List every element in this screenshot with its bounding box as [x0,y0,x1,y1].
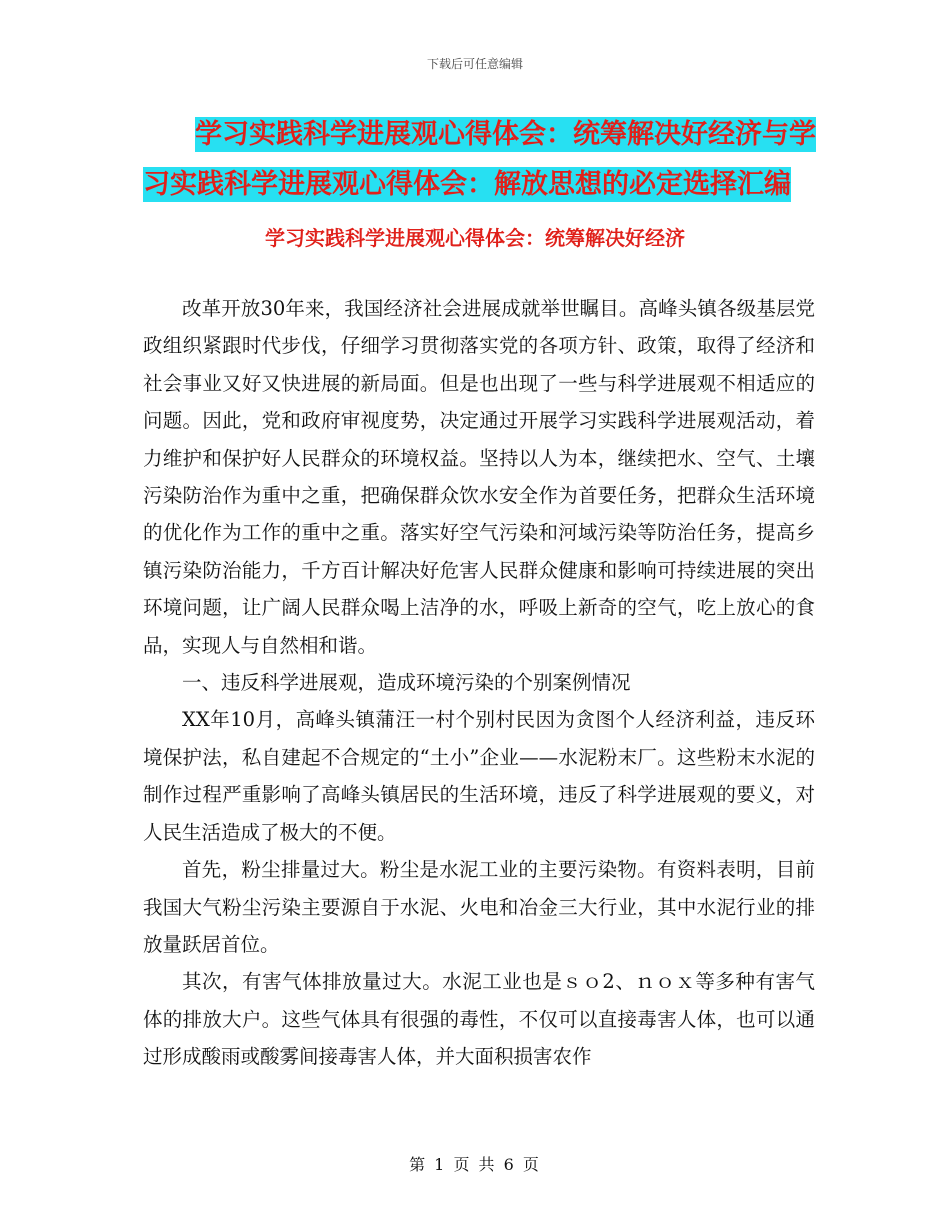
title-line-2-text: 习实践科学进展观心得体会：解放思想的必定选择汇编 [143,169,791,200]
paragraph-intro: 改革开放30年来，我国经济社会进展成就举世瞩目。高峰头镇各级基层党政组织紧跟时代步伐，仔细学习贯彻落实党的各项方针、政策，取得了经济和社会事业又好又快进展的新局面。但是也出现了一些与科学进展观不相适应的问题。因此，党和政府审视度势，决定通过开展学习实践科学进展观活动，着力维护和保护好人民群众的环境权益。坚持以人为本，继续把水、空气、土壤污染防治作为重中之重，把确保群众饮水安全作为首要任务，把群众生活环境的优化作为工作的重中之重。落实好空气污染和河域污染等防治任务，提高乡镇污染防治能力，千方百计解决好危害人民群众健康和影响可持续进展的突出环境问题，让广阔人民群众喝上洁净的水，呼吸上新奇的空气，吃上放心的食品，实现人与自然相和谐。 [143,297,815,657]
title-line-1-text: 学习实践科学进展观心得体会：统筹解决好经济与学 [195,119,816,150]
body-text [143,290,815,1076]
section-title: 学习实践科学进展观心得体会：统筹解决好经济 [265,226,685,250]
title-line-1 [143,110,823,160]
paragraph-gas: 其次，有害气体排放量过大。水泥工业也是ｓｏ2、ｎｏｘ等多种有害气体的排放大户。这些气体具有很强的毒性，不仅可以直接毒害人体，也可以通过形成酸雨或酸雾间接毒害人体，并大面积损害农作 [143,970,815,1069]
paragraph-heading-1: 一、违反科学进展观，造成环境污染的个别案例情况 [182,671,631,695]
document-title [143,110,823,210]
header-note: 下载后可任意编辑 [426,57,523,71]
page-footer: 第 1 页 共 6 页 [409,1155,541,1174]
paragraph-dust: 首先，粉尘排量过大。粉尘是水泥工业的主要污染物。有资料表明，目前我国大气粉尘污染主要源自于水泥、火电和冶金三大行业，其中水泥行业的排放量跃居首位。 [143,858,815,956]
paragraph-case: XX年10月，高峰头镇蒲汪一村个别村民因为贪图个人经济利益，违反环境保护法，私自建起不合规定的“土小”企业——水泥粉末厂。这些粉末水泥的制作过程严重影响了高峰头镇居民的生活环境，违反了科学进展观的要义，对人民生活造成了极大的不便。 [143,708,815,844]
title-line-2 [143,160,823,210]
